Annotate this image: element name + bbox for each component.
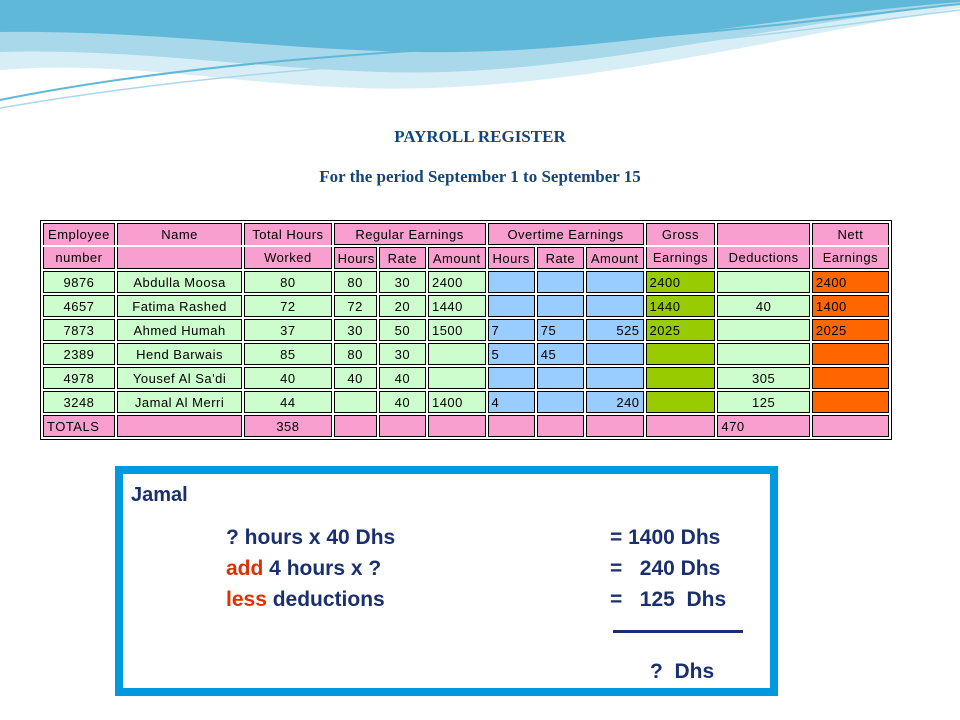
header-cell: Regular Earnings [334, 223, 486, 245]
table-cell: 4978 [43, 367, 115, 389]
table-cell [717, 271, 809, 293]
table-cell [428, 367, 486, 389]
add-keyword: add [226, 557, 264, 580]
table-cell: 80 [334, 343, 377, 365]
table-cell: 40 [379, 367, 426, 389]
header-cell: Hours [334, 247, 377, 269]
table-cell: 30 [379, 271, 426, 293]
header-cell: Earnings [646, 247, 716, 269]
table-cell: Ahmed Humah [117, 319, 242, 341]
table-cell: 1400 [428, 391, 486, 413]
table-cell [646, 367, 716, 389]
header-cell: Name [117, 223, 242, 245]
table-row [43, 271, 889, 293]
table-cell: 72 [244, 295, 331, 317]
table-cell: 7 [488, 319, 535, 341]
sum-underline [613, 630, 743, 633]
table-cell [586, 295, 644, 317]
table-cell [586, 271, 644, 293]
table-cell: 40 [244, 367, 331, 389]
table-cell [717, 343, 809, 365]
line1-right: = 1400 Dhs [610, 526, 721, 549]
table-header-row [43, 223, 889, 245]
header-cell: Employee [43, 223, 115, 245]
table-cell: 40 [717, 295, 809, 317]
table-cell: 75 [537, 319, 584, 341]
problem-line-2 [226, 557, 381, 581]
table-cell: 2400 [812, 271, 889, 293]
table-cell: 20 [379, 295, 426, 317]
table-cell: 2400 [428, 271, 486, 293]
table-cell: 45 [537, 343, 584, 365]
table-cell [537, 271, 584, 293]
table-body [43, 271, 889, 413]
table-cell: 72 [334, 295, 377, 317]
table-cell: 80 [244, 271, 331, 293]
header-cell [717, 223, 809, 245]
table-row [43, 391, 889, 413]
table-cell: 305 [717, 367, 809, 389]
totals-cell [812, 415, 889, 437]
table-cell: Yousef Al Sa'di [117, 367, 242, 389]
line2-left: 4 hours x ? [263, 557, 382, 580]
table-cell: 4657 [43, 295, 115, 317]
table-cell: Hend Barwais [117, 343, 242, 365]
table-cell: 85 [244, 343, 331, 365]
table-cell: 4 [488, 391, 535, 413]
header-cell: Total Hours [244, 223, 331, 245]
totals-cell: 358 [244, 415, 331, 437]
decorative-wave-banner [0, 0, 960, 120]
table-cell: 9876 [43, 271, 115, 293]
table-cell [812, 343, 889, 365]
table-cell: 3248 [43, 391, 115, 413]
totals-cell [537, 415, 584, 437]
page-title: PAYROLL REGISTER [394, 127, 566, 146]
table-cell: 2025 [646, 319, 716, 341]
table-cell: 1440 [428, 295, 486, 317]
table-cell: 125 [717, 391, 809, 413]
totals-cell [488, 415, 535, 437]
table-row [43, 319, 889, 341]
table-cell: 525 [586, 319, 644, 341]
table-cell: 2025 [812, 319, 889, 341]
table-cell: 44 [244, 391, 331, 413]
problem-line-1 [226, 526, 395, 550]
totals-cell: 470 [717, 415, 809, 437]
table-cell: 2400 [646, 271, 716, 293]
table-cell [488, 295, 535, 317]
table-row [43, 295, 889, 317]
header-cell: Overtime Earnings [488, 223, 644, 245]
header-cell: Nett [812, 223, 889, 245]
totals-cell [646, 415, 716, 437]
table-cell [537, 391, 584, 413]
payroll-register-table [40, 220, 892, 440]
totals-cell [334, 415, 377, 437]
header-cell: Earnings [812, 247, 889, 269]
totals-label: TOTALS [43, 415, 115, 437]
table-cell [586, 343, 644, 365]
table-cell: Abdulla Moosa [117, 271, 242, 293]
table-cell: 37 [244, 319, 331, 341]
table-cell: 30 [379, 343, 426, 365]
jamal-problem-box [115, 466, 778, 696]
table-cell: 5 [488, 343, 535, 365]
totals-cell [586, 415, 644, 437]
table-cell [537, 295, 584, 317]
table-cell [586, 367, 644, 389]
table-row [43, 343, 889, 365]
header-cell: Worked [244, 247, 331, 269]
totals-cell [379, 415, 426, 437]
header-cell: Gross [646, 223, 716, 245]
table-cell [812, 367, 889, 389]
problem-name: Jamal [131, 484, 188, 506]
table-cell: 2389 [43, 343, 115, 365]
header-cell: Deductions [717, 247, 809, 269]
table-cell [537, 367, 584, 389]
totals-cell [428, 415, 486, 437]
table-cell: Fatima Rashed [117, 295, 242, 317]
problem-line-3 [226, 588, 385, 612]
header-cell: Amount [428, 247, 486, 269]
table-cell: 1440 [646, 295, 716, 317]
table-cell [488, 367, 535, 389]
table-cell [334, 391, 377, 413]
header-cell: number [43, 247, 115, 269]
table-header-row [43, 247, 889, 269]
table-row [43, 367, 889, 389]
table-cell [428, 343, 486, 365]
totals-cell [117, 415, 242, 437]
table-cell [646, 343, 716, 365]
table-cell: 50 [379, 319, 426, 341]
header-cell: Hours [488, 247, 535, 269]
totals-row [43, 415, 889, 437]
answer: ? Dhs [650, 660, 715, 683]
line3-right: = 125 Dhs [610, 588, 727, 611]
table-cell [646, 391, 716, 413]
table-cell: 30 [334, 319, 377, 341]
table-cell [812, 391, 889, 413]
line1-left: ? hours x 40 Dhs [226, 526, 396, 549]
header-cell: Amount [586, 247, 644, 269]
less-keyword: less [226, 588, 267, 611]
table-cell: 40 [379, 391, 426, 413]
line3-left: deductions [266, 588, 385, 611]
table-cell: 7873 [43, 319, 115, 341]
line2-right: = 240 Dhs [610, 557, 721, 580]
page-subtitle: For the period September 1 to September 15 [319, 167, 641, 186]
header-cell: Rate [379, 247, 426, 269]
header-cell [117, 247, 242, 269]
table-cell: Jamal Al Merri [117, 391, 242, 413]
table-cell: 1400 [812, 295, 889, 317]
table-cell [717, 319, 809, 341]
table-cell: 40 [334, 367, 377, 389]
table-cell: 80 [334, 271, 377, 293]
table-cell: 240 [586, 391, 644, 413]
table-cell: 1500 [428, 319, 486, 341]
header-cell: Rate [537, 247, 584, 269]
table-cell [488, 271, 535, 293]
